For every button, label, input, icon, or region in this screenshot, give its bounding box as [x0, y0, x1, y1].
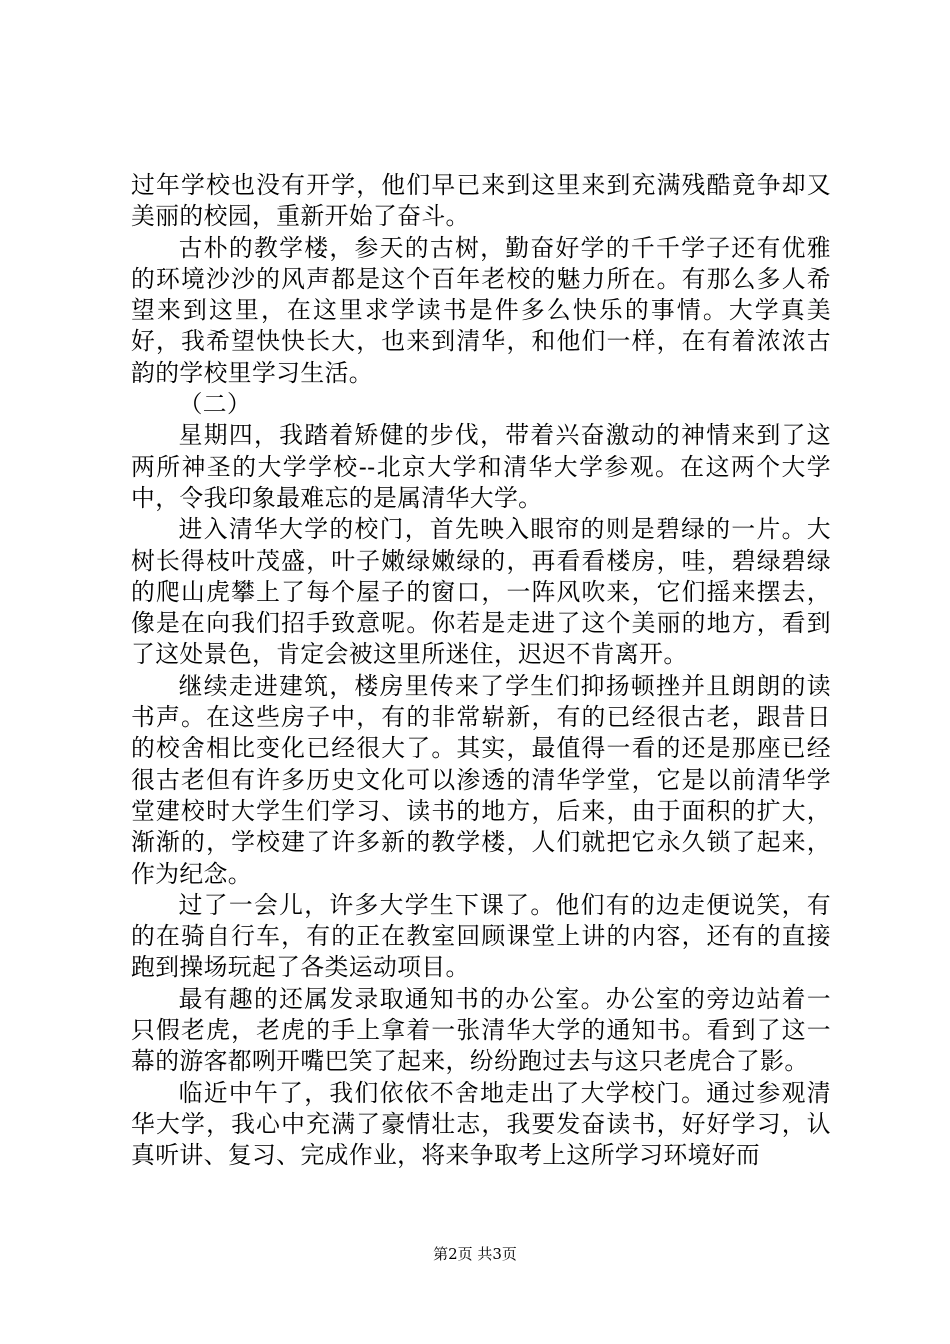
paragraph: 进入清华大学的校门，首先映入眼帘的则是碧绿的一片。大树长得枝叶茂盛，叶子嫩绿嫩绿的，再看看楼房，哇，碧绿碧绿的爬山虎攀上了每个屋子的窗口，一阵风吹来，它们摇来摆去，像是在向我们招手致意呢。你若是走进了这个美丽的地方，看到了这处景色，肯定会被这里所迷住，迟迟不肯离开。 — [131, 515, 831, 669]
paragraph: 继续走进建筑，楼房里传来了学生们抑扬顿挫并且朗朗的读书声。在这些房子中，有的非常崭新，有的已经很古老，跟昔日的校舍相比变化已经很大了。其实，最值得一看的还是那座已经很古老但有许多历史文化可以渗透的清华学堂，它是以前清华学堂建校时大学生们学习、读书的地方，后来，由于面积的扩大，渐渐的，学校建了许多新的教学楼，人们就把它永久锁了起来，作为纪念。 — [131, 671, 831, 888]
paragraph: 古朴的教学楼，参天的古树，勤奋好学的千千学子还有优雅的环境沙沙的风声都是这个百年老校的魅力所在。有那么多人希望来到这里，在这里求学读书是件多么快乐的事情。大学真美好，我希望快快长大，也来到清华，和他们一样，在有着浓浓古韵的学校里学习生活。 — [131, 233, 831, 387]
paragraph: 最有趣的还属发录取通知书的办公室。办公室的旁边站着一只假老虎，老虎的手上拿着一张清华大学的通知书。看到了这一幕的游客都咧开嘴巴笑了起来，纷纷跑过去与这只老虎合了影。 — [131, 984, 831, 1076]
paragraph: 过年学校也没有开学，他们早已来到这里来到充满残酷竟争却又美丽的校园，重新开始了奋斗。 — [131, 171, 831, 231]
paragraph: 星期四，我踏着矫健的步伐，带着兴奋激动的神情来到了这两所神圣的大学学校--北京大学和清华大学参观。在这两个大学中，令我印象最难忘的是属清华大学。 — [131, 421, 831, 512]
document-body — [131, 170, 831, 1172]
page-number-footer: 第2页 共3页 — [433, 1245, 517, 1263]
paragraph: 过了一会儿，许多大学生下课了。他们有的边走便说笑，有的在骑自行车，有的正在教室回顾课堂上讲的内容，还有的直接跑到操场玩起了各类运动项目。 — [131, 890, 831, 982]
section-heading: （二） — [178, 390, 252, 419]
paragraph: 临近中午了，我们依依不舍地走出了大学校门。通过参观清华大学，我心中充满了豪情壮志，我要发奋读书，好好学习，认真听讲、复习、完成作业，将来争取考上这所学习环境好而 — [131, 1078, 831, 1170]
